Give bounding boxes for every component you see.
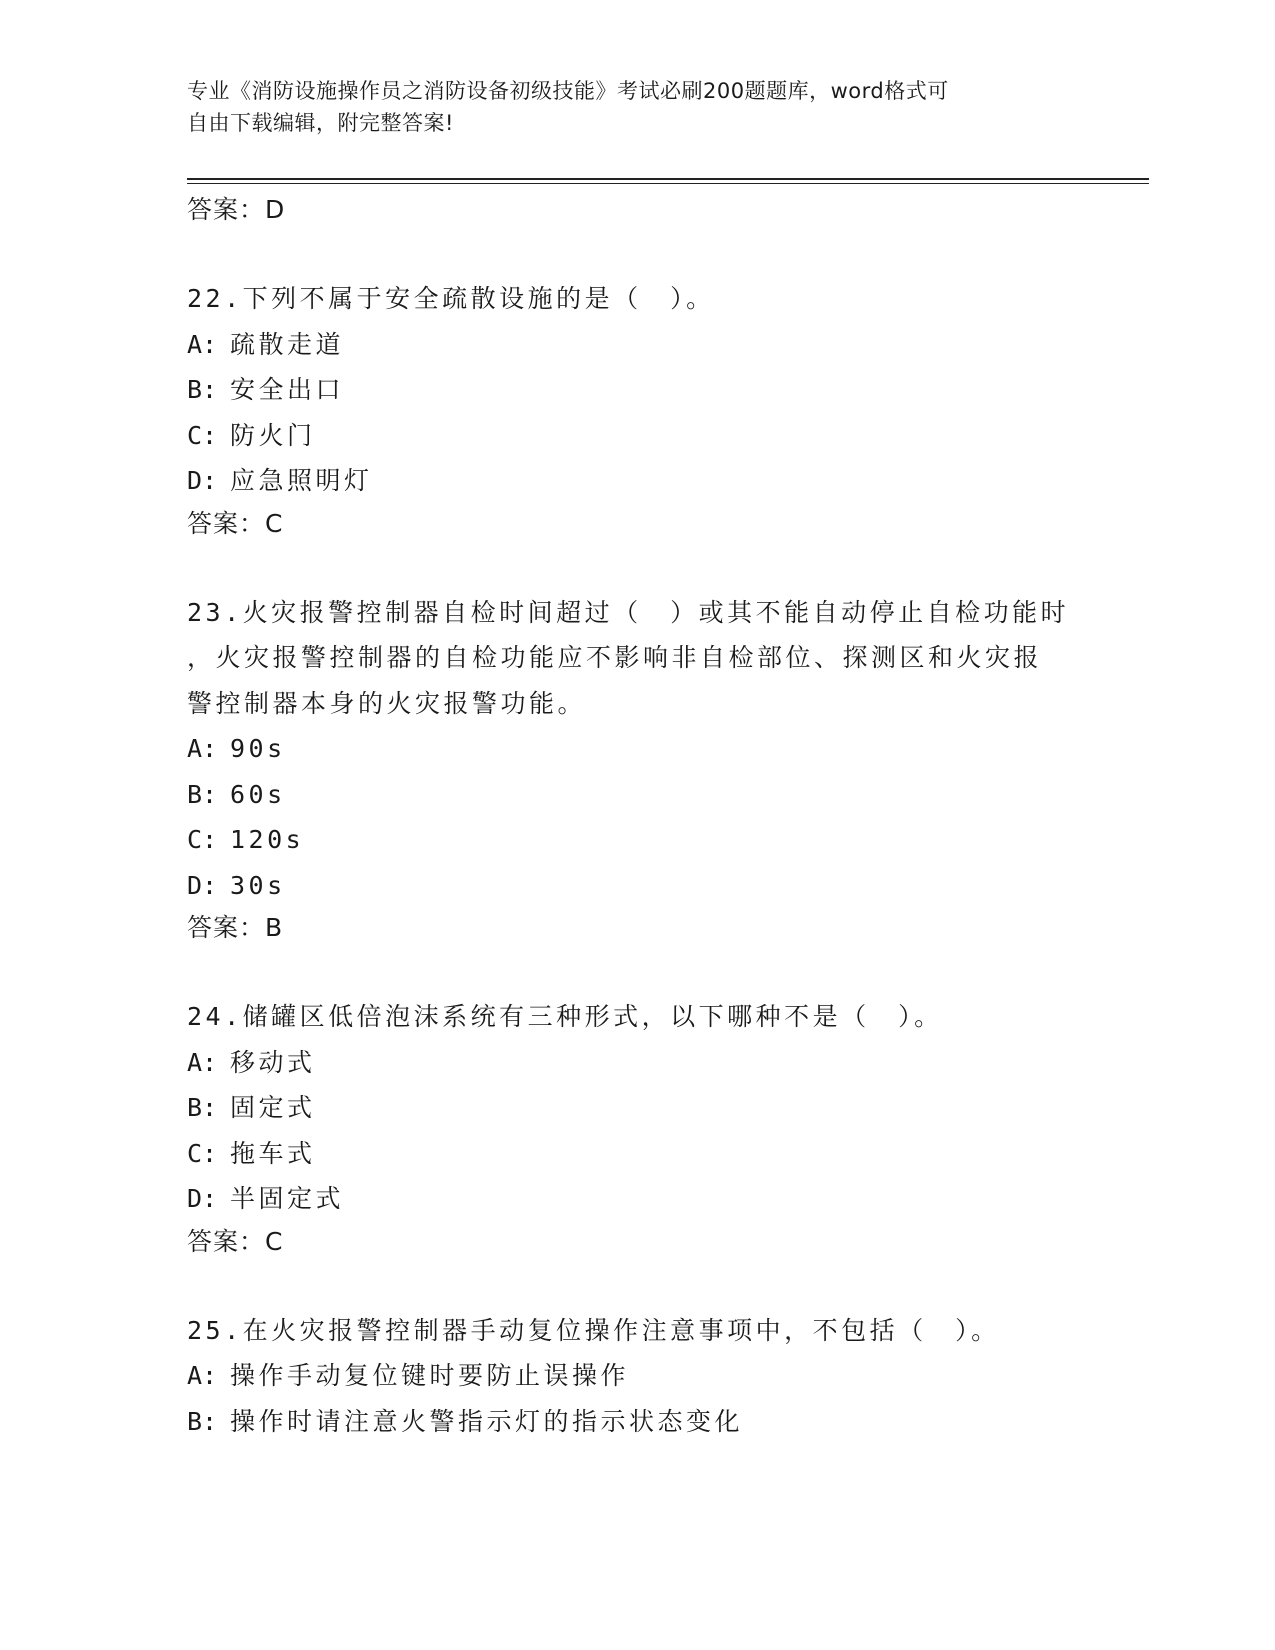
option-text: 应急照明灯 <box>230 466 373 495</box>
spacer <box>187 544 1087 590</box>
option-a <box>187 726 1087 772</box>
option-letter: C: <box>187 420 218 450</box>
option-c <box>187 817 1087 863</box>
answer-line: 答案：C <box>187 508 284 538</box>
question-text <box>187 590 1087 727</box>
option-letter: A: <box>187 1047 218 1077</box>
spacer <box>187 1262 1087 1308</box>
option-letter: B: <box>187 1093 218 1122</box>
option-c <box>187 413 1087 459</box>
spacer <box>187 230 1087 276</box>
option-text: 移动式 <box>230 1047 316 1077</box>
question-block-22 <box>187 276 1087 544</box>
option-b <box>187 1399 1087 1445</box>
question-block-25 <box>187 1308 1087 1445</box>
option-letter: D: <box>187 1184 218 1213</box>
question-block-24 <box>187 994 1087 1262</box>
option-text: 操作时请注意火警指示灯的指示状态变化 <box>230 1406 744 1436</box>
previous-answer: 答案：D <box>187 195 286 224</box>
option-text: 操作手动复位键时要防止误操作 <box>230 1361 630 1390</box>
option-text: 120s <box>230 825 305 854</box>
question-line: 22.下列不属于安全疏散设施的是（ ）。 <box>187 284 715 313</box>
option-text: 疏散走道 <box>230 329 345 359</box>
question-line: 警控制器本身的火灾报警功能。 <box>187 688 587 718</box>
option-letter: B: <box>187 1406 218 1436</box>
option-text: 固定式 <box>230 1093 316 1122</box>
question-block-23 <box>187 590 1087 949</box>
option-b <box>187 1085 1087 1131</box>
option-d <box>187 458 1087 504</box>
question-line: 24.储罐区低倍泡沫系统有三种形式，以下哪种不是（ ）。 <box>187 1002 943 1031</box>
question-list <box>187 190 1087 1444</box>
option-c <box>187 1131 1087 1177</box>
option-letter: D: <box>187 870 218 900</box>
header-divider-thick <box>187 178 1149 180</box>
question-text <box>187 994 1087 1040</box>
option-letter: A: <box>187 734 218 763</box>
question-line: ，火灾报警控制器的自检功能应不影响非自检部位、探测区和火灾报 <box>187 643 1043 672</box>
option-letter: D: <box>187 466 218 495</box>
option-text: 安全出口 <box>230 375 345 404</box>
answer-line: 答案：B <box>187 913 284 942</box>
option-b <box>187 367 1087 413</box>
answer-line: 答案：C <box>187 1226 284 1256</box>
question-line: 23.火灾报警控制器自检时间超过（ ）或其不能自动停止自检功能时 <box>187 597 1070 627</box>
question-line: 25.在火灾报警控制器手动复位操作注意事项中，不包括（ ）。 <box>187 1315 1000 1345</box>
option-d <box>187 863 1087 909</box>
option-text: 90s <box>230 734 286 763</box>
option-a <box>187 1040 1087 1086</box>
option-text: 防火门 <box>230 420 316 450</box>
option-letter: C: <box>187 1138 218 1168</box>
option-d <box>187 1176 1087 1222</box>
option-text: 60s <box>230 779 286 809</box>
question-text <box>187 1308 1087 1354</box>
option-letter: A: <box>187 1361 218 1390</box>
option-b <box>187 772 1087 818</box>
option-text: 半固定式 <box>230 1184 345 1213</box>
option-a <box>187 322 1087 368</box>
option-letter: A: <box>187 329 218 359</box>
document-header <box>187 75 1067 139</box>
option-letter: B: <box>187 375 218 404</box>
option-letter: C: <box>187 825 218 854</box>
question-text <box>187 276 1087 322</box>
option-text: 拖车式 <box>230 1138 316 1168</box>
option-letter: B: <box>187 779 218 809</box>
header-divider-thin <box>187 183 1149 184</box>
spacer <box>187 948 1087 994</box>
option-text: 30s <box>230 870 286 900</box>
header-line-1: 专业《消防设施操作员之消防设备初级技能》考试必刷200题题库，word格式可 <box>187 79 949 103</box>
option-a <box>187 1353 1087 1399</box>
header-line-2: 自由下载编辑，附完整答案! <box>187 111 454 135</box>
